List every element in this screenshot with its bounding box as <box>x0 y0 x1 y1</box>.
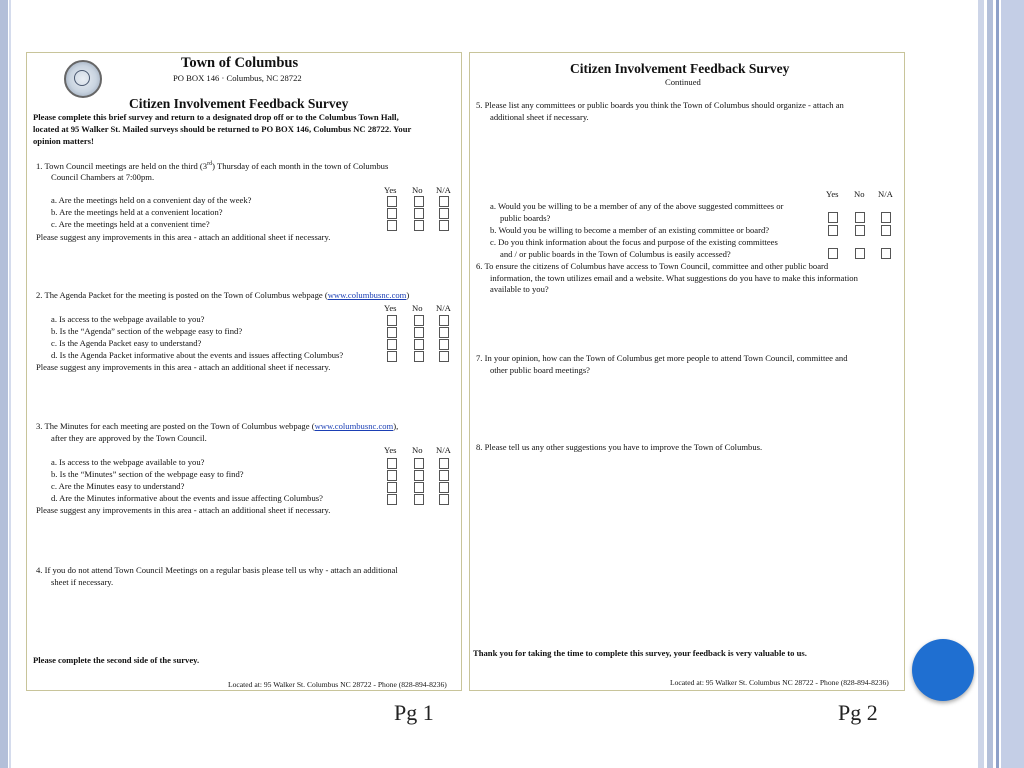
survey-page-2 <box>469 52 905 691</box>
question-7-text: 7. In your opinion, how can the Town of Columbus get more people to attend Town Council, committee and <box>476 353 848 363</box>
question-6-text: available to you? <box>490 284 549 294</box>
checkbox-na[interactable] <box>439 482 449 493</box>
survey-title: Citizen Involvement Feedback Survey <box>570 61 790 76</box>
question-1-text: Council Chambers at 7:00pm. <box>51 172 155 182</box>
question-item: c. Is the Agenda Packet easy to understand? <box>51 338 202 348</box>
checkbox-no[interactable] <box>414 327 424 338</box>
slide-right-border <box>996 0 999 768</box>
page-1-caption: Pg 1 <box>394 700 434 725</box>
intro-line: Please complete this brief survey and return to a designated drop off or to the Columbus Town Hall, <box>33 112 399 122</box>
thank-you-note: Thank you for taking the time to complete this survey, your feedback is very valuable to us. <box>473 648 807 658</box>
question-item: a. Are the meetings held on a convenient day of the week? <box>51 195 252 205</box>
checkbox-na[interactable] <box>881 248 891 259</box>
question-item: c. Do you think information about the focus and purpose of the existing committees <box>490 237 778 247</box>
question-1-text: 1. Town Council meetings are held on the third (3rd) Thursday of each month in the town of Columbus <box>36 160 389 171</box>
checkbox-yes[interactable] <box>387 208 397 219</box>
question-item: a. Is access to the webpage available to you? <box>51 314 205 324</box>
checkbox-yes[interactable] <box>387 351 397 362</box>
checkbox-no[interactable] <box>855 212 865 223</box>
webpage-link[interactable]: www.columbusnc.com <box>314 421 394 431</box>
question-6-text: information, the town utilizes email and a website. What suggestions do you have to make this information <box>490 273 858 283</box>
checkbox-no[interactable] <box>414 196 424 207</box>
checkbox-na[interactable] <box>439 351 449 362</box>
slide-left-border <box>0 0 8 768</box>
yes-header: Yes <box>384 445 397 455</box>
intro-line: opinion matters! <box>33 136 94 146</box>
question-7-text: other public board meetings? <box>490 365 590 375</box>
question-2-text: 2. The Agenda Packet for the meeting is posted on the Town of Columbus webpage (www.columbusnc.com) <box>36 290 410 300</box>
na-header: N/A <box>436 445 451 455</box>
checkbox-no[interactable] <box>414 470 424 481</box>
checkbox-yes[interactable] <box>387 494 397 505</box>
checkbox-yes[interactable] <box>828 225 838 236</box>
no-header: No <box>412 445 423 455</box>
second-side-note: Please complete the second side of the survey. <box>33 655 200 665</box>
no-header: No <box>412 303 423 313</box>
slide-right-border <box>1001 0 1024 768</box>
town-name: Town of Columbus <box>181 55 299 71</box>
checkbox-yes[interactable] <box>387 458 397 469</box>
question-3-text: 3. The Minutes for each meeting are posted on the Town of Columbus webpage (www.columbusnc.com), <box>36 421 399 431</box>
question-4-text: 4. If you do not attend Town Council Meetings on a regular basis please tell us why - attach an additional <box>36 565 398 575</box>
intro-line: located at 95 Walker St. Mailed surveys should be returned to PO BOX 146, Columbus NC 28722. Your <box>33 124 412 134</box>
question-3-text: after they are approved by the Town Council. <box>51 433 207 443</box>
town-address: PO BOX 146 · Columbus, NC 28722 <box>173 73 302 83</box>
page-footer: Located at: 95 Walker St. Columbus NC 28722 - Phone (828-894-8236) <box>670 678 889 687</box>
question-item: d. Is the Agenda Packet informative about the events and issues affecting Columbus? <box>51 350 344 360</box>
slide-right-border <box>978 0 984 768</box>
na-header: N/A <box>436 185 451 195</box>
checkbox-na[interactable] <box>439 315 449 326</box>
survey-page-1 <box>26 52 462 691</box>
yes-header: Yes <box>384 303 397 313</box>
no-header: No <box>854 189 865 199</box>
question-5-text: 5. Please list any committees or public boards you think the Town of Columbus should organize - attach an <box>476 100 844 110</box>
question-item: a. Is access to the webpage available to you? <box>51 457 205 467</box>
slide-right-border <box>987 0 993 768</box>
question-item: and / or public boards in the Town of Columbus is easily accessed? <box>500 249 731 259</box>
yes-header: Yes <box>826 189 839 199</box>
checkbox-no[interactable] <box>855 248 865 259</box>
checkbox-no[interactable] <box>414 458 424 469</box>
question-item: b. Would you be willing to become a member of an existing committee or board? <box>490 225 770 235</box>
suggestion-note: Please suggest any improvements in this area - attach an additional sheet if necessary. <box>36 505 331 515</box>
checkbox-yes[interactable] <box>387 482 397 493</box>
checkbox-na[interactable] <box>439 458 449 469</box>
checkbox-na[interactable] <box>439 470 449 481</box>
checkbox-no[interactable] <box>414 208 424 219</box>
question-item: c. Are the meetings held at a convenient time? <box>51 219 210 229</box>
question-5-text: additional sheet if necessary. <box>490 112 589 122</box>
question-item: b. Are the meetings held at a convenient location? <box>51 207 223 217</box>
suggestion-note: Please suggest any improvements in this area - attach an additional sheet if necessary. <box>36 362 331 372</box>
checkbox-na[interactable] <box>439 208 449 219</box>
checkbox-yes[interactable] <box>387 196 397 207</box>
question-item: public boards? <box>500 213 551 223</box>
checkbox-na[interactable] <box>439 327 449 338</box>
checkbox-yes[interactable] <box>387 470 397 481</box>
checkbox-na[interactable] <box>439 196 449 207</box>
checkbox-no[interactable] <box>414 351 424 362</box>
checkbox-yes[interactable] <box>387 339 397 350</box>
survey-title: Citizen Involvement Feedback Survey <box>129 96 349 111</box>
question-item: b. Is the “Agenda” section of the webpage easy to find? <box>51 326 243 336</box>
checkbox-na[interactable] <box>439 220 449 231</box>
question-item: b. Is the “Minutes” section of the webpage easy to find? <box>51 469 244 479</box>
checkbox-no[interactable] <box>414 315 424 326</box>
checkbox-no[interactable] <box>414 482 424 493</box>
checkbox-na[interactable] <box>881 212 891 223</box>
checkbox-no[interactable] <box>855 225 865 236</box>
checkbox-yes[interactable] <box>828 212 838 223</box>
checkbox-na[interactable] <box>881 225 891 236</box>
suggestion-note: Please suggest any improvements in this area - attach an additional sheet if necessary. <box>36 232 331 242</box>
checkbox-na[interactable] <box>439 339 449 350</box>
question-6-text: 6. To ensure the citizens of Columbus have access to Town Council, committee and other public board <box>476 261 829 271</box>
decorative-blue-circle <box>912 639 974 701</box>
town-seal-icon <box>64 60 102 98</box>
question-4-text: sheet if necessary. <box>51 577 114 587</box>
question-8-text: 8. Please tell us any other suggestions you have to improve the Town of Columbus. <box>476 442 763 452</box>
no-header: No <box>412 185 423 195</box>
question-item: c. Are the Minutes easy to understand? <box>51 481 185 491</box>
na-header: N/A <box>436 303 451 313</box>
survey-subtitle: Continued <box>665 77 701 87</box>
checkbox-no[interactable] <box>414 339 424 350</box>
na-header: N/A <box>878 189 893 199</box>
checkbox-yes[interactable] <box>387 315 397 326</box>
question-item: a. Would you be willing to be a member of any of the above suggested committees or <box>490 201 784 211</box>
checkbox-yes[interactable] <box>387 220 397 231</box>
question-item: d. Are the Minutes informative about the events and issue affecting Columbus? <box>51 493 323 503</box>
page-2-caption: Pg 2 <box>838 700 878 725</box>
page-footer: Located at: 95 Walker St. Columbus NC 28722 - Phone (828-894-8236) <box>228 680 447 689</box>
checkbox-na[interactable] <box>439 494 449 505</box>
checkbox-yes[interactable] <box>828 248 838 259</box>
checkbox-no[interactable] <box>414 220 424 231</box>
webpage-link[interactable]: www.columbusnc.com <box>327 290 407 300</box>
checkbox-no[interactable] <box>414 494 424 505</box>
slide-left-border-inner <box>9 0 11 768</box>
checkbox-yes[interactable] <box>387 327 397 338</box>
yes-header: Yes <box>384 185 397 195</box>
